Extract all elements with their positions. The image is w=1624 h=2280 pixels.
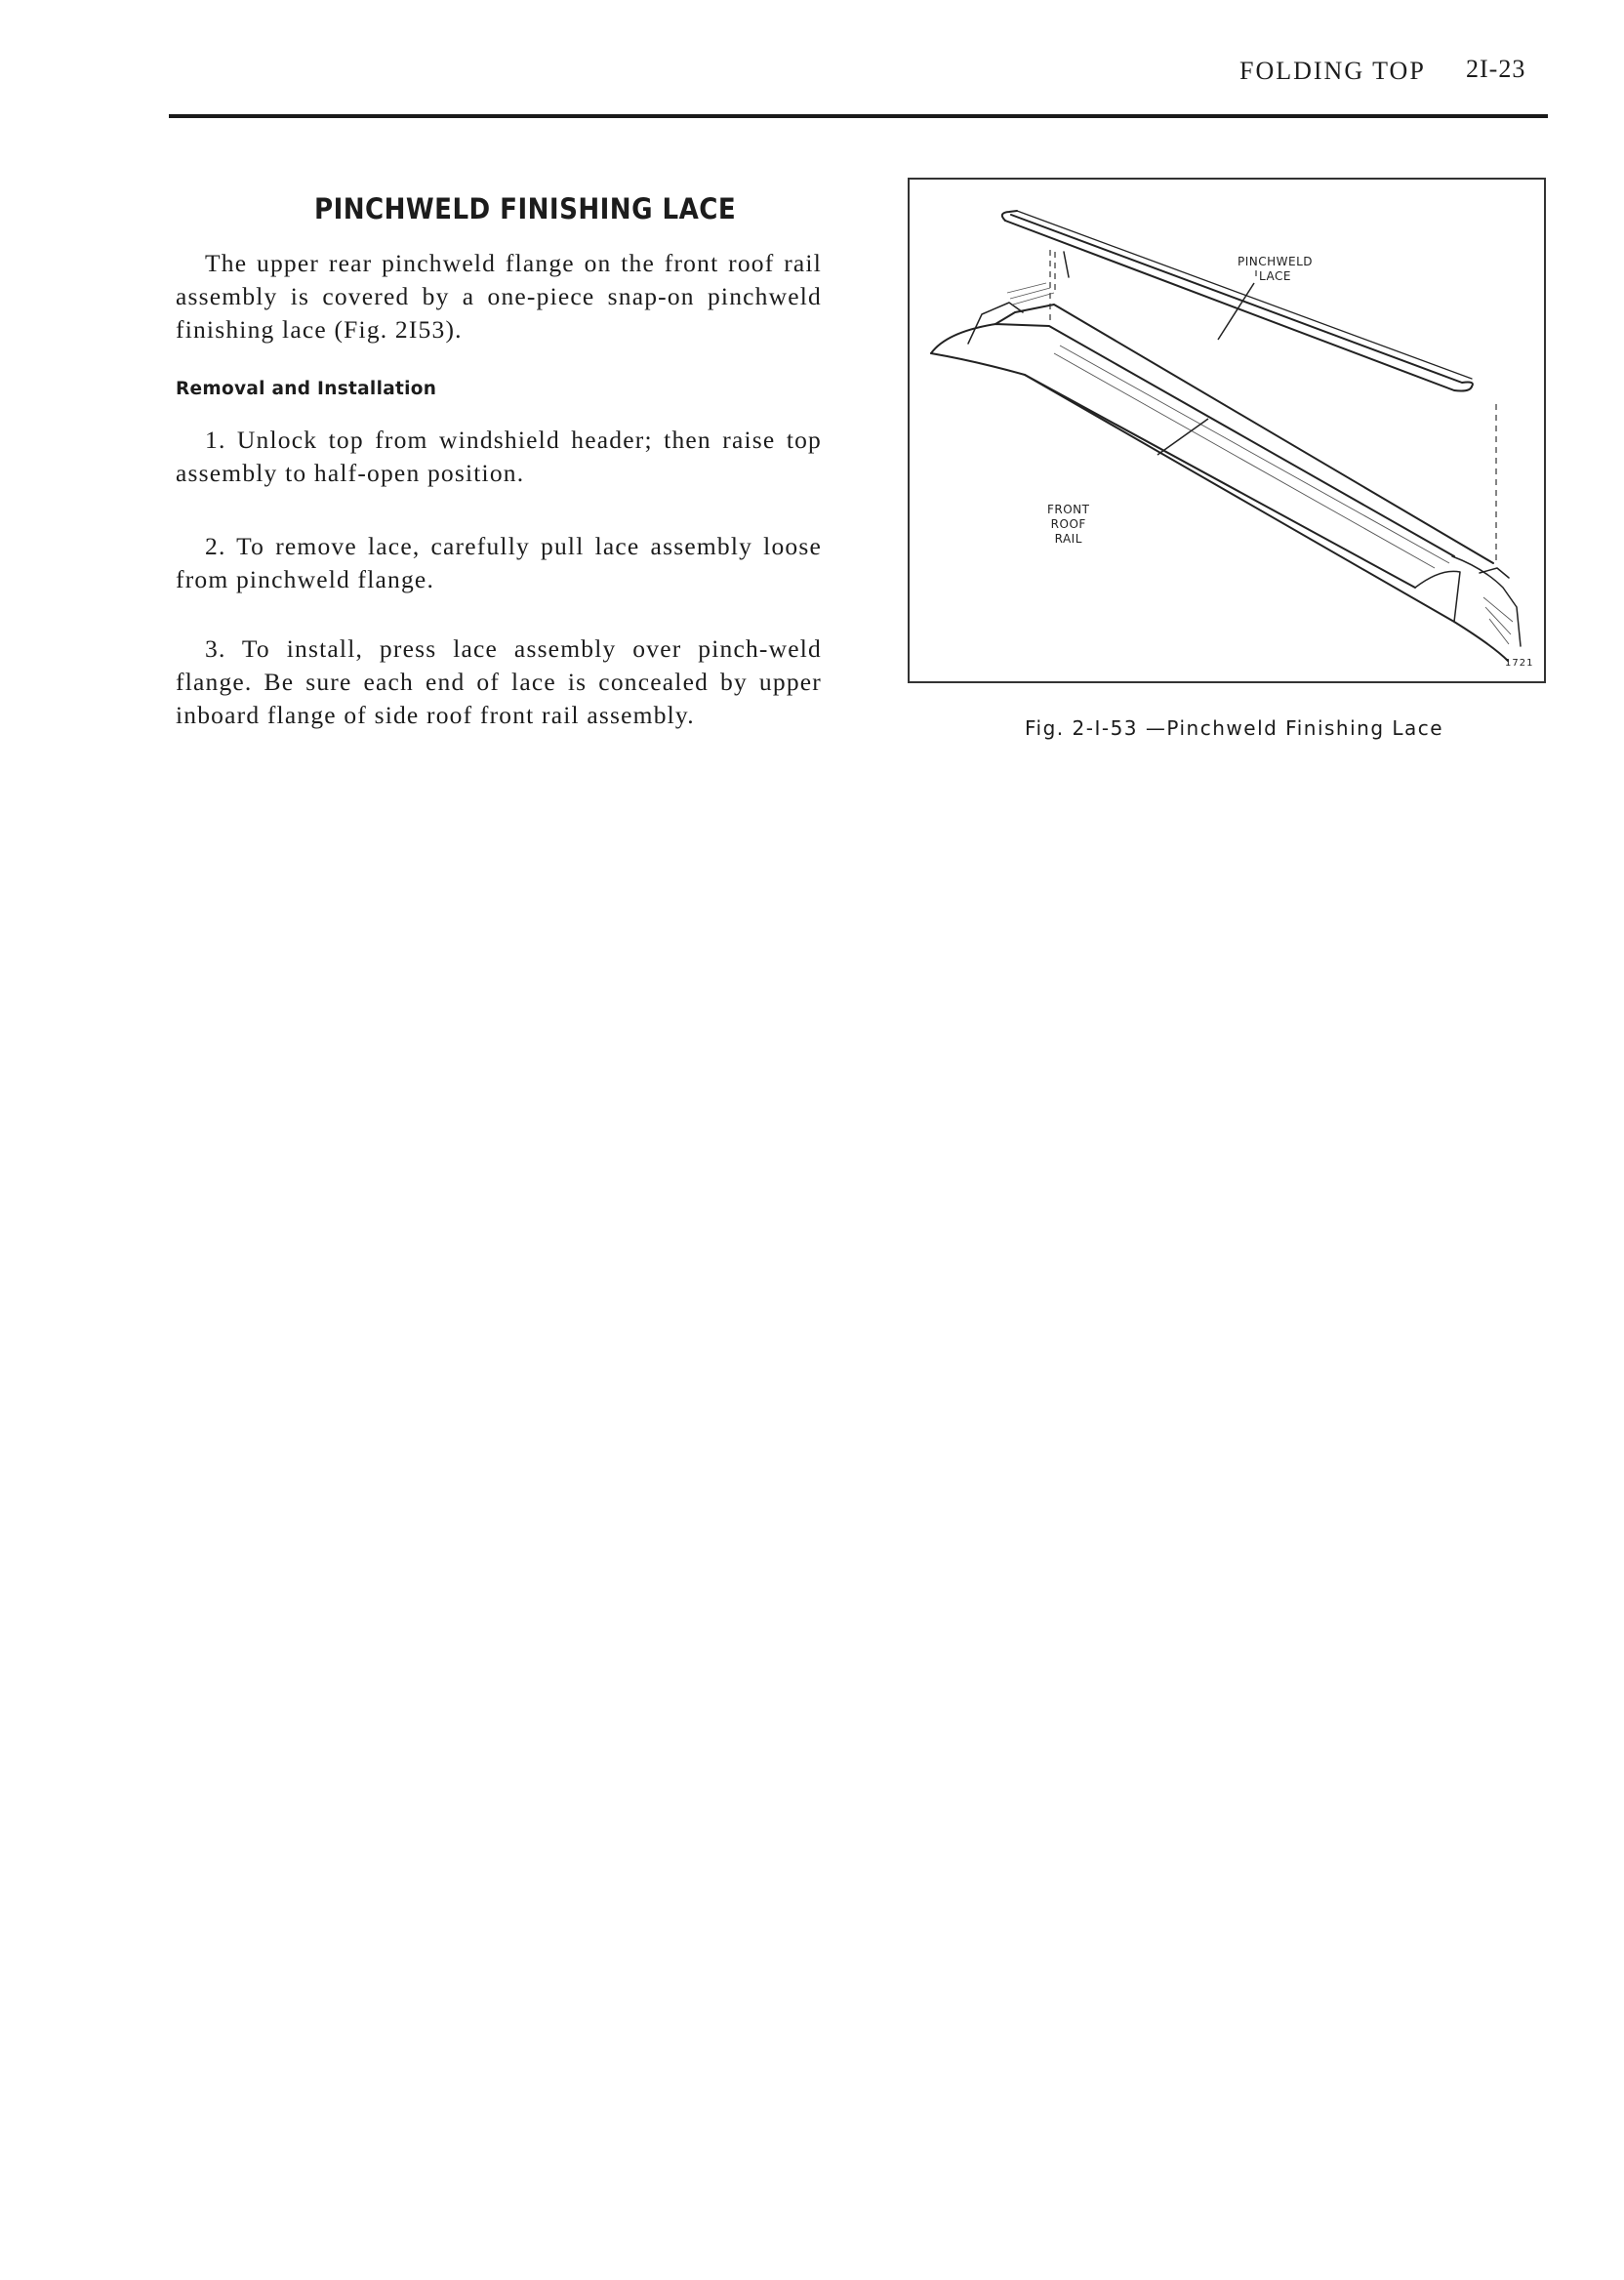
subsection-title: Removal and Installation	[176, 379, 437, 399]
step-1-text: 1. Unlock top from windshield header; then raise top assembly to half-open position.	[176, 426, 822, 487]
section-title: PINCHWELD FINISHING LACE	[314, 192, 737, 225]
step-2-text: 2. To remove lace, carefully pull lace assembly loose from pinchweld flange.	[176, 532, 822, 593]
step-1	[176, 424, 822, 490]
front-roof-rail-label	[1047, 503, 1090, 547]
pinchweld-lace-illustration	[908, 178, 1546, 683]
header-rule	[169, 114, 1548, 118]
pinchweld-lace-label-line-1: PINCHWELD	[1238, 255, 1314, 268]
step-2	[176, 530, 822, 596]
front-roof-rail-label-line-3: RAIL	[1054, 532, 1082, 546]
step-3	[176, 632, 822, 732]
page-number: 2I-23	[1466, 55, 1526, 83]
pinchweld-lace-label-line-2: LACE	[1259, 269, 1291, 283]
running-header-title: FOLDING TOP	[1239, 57, 1426, 85]
front-roof-rail-label-line-2: ROOF	[1050, 517, 1086, 531]
step-3-text: 3. To install, press lace assembly over pinch-weld flange. Be sure each end of lace is concealed by upper inboard flange of side roof front rail assembly.	[176, 634, 822, 729]
intro-paragraph	[176, 247, 822, 346]
figure-number: 1721	[1505, 658, 1534, 669]
intro-text: The upper rear pinchweld flange on the front roof rail assembly is covered by a one-piece snap-on pinchweld finishing lace (Fig. 2I53).	[176, 249, 822, 344]
pinchweld-lace-label	[1238, 255, 1313, 284]
front-roof-rail-label-line-1: FRONT	[1047, 503, 1090, 516]
figure-caption: Fig. 2-I-53 —Pinchweld Finishing Lace	[1025, 716, 1444, 740]
